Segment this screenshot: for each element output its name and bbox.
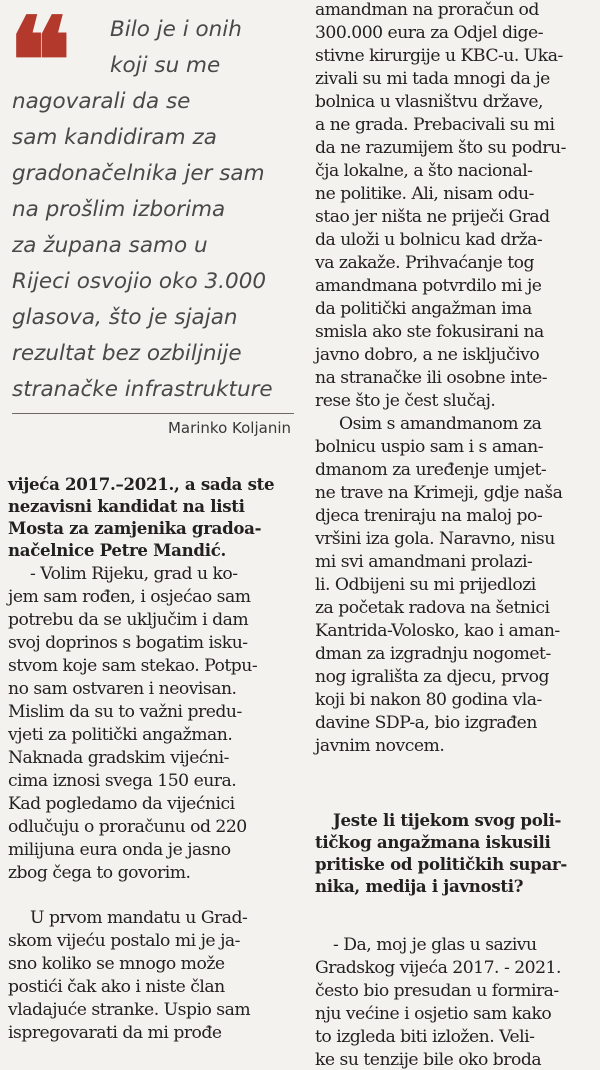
body-line: na stranačke ili osobne inte- <box>315 368 548 388</box>
question-line: načelnice Petre Mandić. <box>8 540 226 560</box>
answer-line: često bio presudan u formira- <box>315 981 559 1001</box>
body-line: zivali su mi tada mnogi da je <box>315 69 550 89</box>
answer-line: Gradskog vijeća 2017. - 2021. <box>315 958 561 978</box>
answer-line: Naknada gradskim vijećni- <box>8 748 229 768</box>
body-line: ne politike. Ali, nisam odu- <box>315 184 534 204</box>
answer-line: odlučuju o proračunu od 220 <box>8 817 247 837</box>
body-line: djeca treniraju na maloj po- <box>315 506 543 526</box>
answer-line: cima iznosi svega 150 eura. <box>8 771 237 791</box>
body-line: li. Odbijeni su mi prijedlozi <box>315 575 536 595</box>
body-line: koji bi nakon 80 godina vla- <box>315 690 542 710</box>
body-line: bolnicu uspio sam i s aman- <box>315 437 544 457</box>
body-line: Kantrida-Volosko, kao i aman- <box>315 621 560 641</box>
question-line: tičkog angažmana iskusili <box>315 832 551 852</box>
pull-quote-line: na prošlim izborima <box>12 197 226 222</box>
body-line: mi svi amandmani prolazi- <box>315 552 533 572</box>
body-line: davine SDP-a, bio izgrađen <box>315 713 537 733</box>
body-line: javno dobro, a ne isključivo <box>315 345 540 365</box>
body-line: smisla ako ste fokusirani na <box>315 322 544 342</box>
body-line: a ne grada. Prebacivali su mi <box>315 115 555 135</box>
body-line: 300.000 eura za Odjel dige- <box>315 23 544 43</box>
pull-quote-line: gradonačelnika jer sam <box>12 161 265 186</box>
body-line: dman za izgradnju nogomet- <box>315 644 551 664</box>
question-line: Jeste li tijekom svog poli- <box>333 810 562 830</box>
pull-quote-divider <box>12 413 294 414</box>
body-line: amandman na proračun od <box>315 0 539 20</box>
body-line: da uloži u bolnicu kad drža- <box>315 230 543 250</box>
body-line: Osim s amandmanom za <box>339 414 542 434</box>
answer-line: postići čak ako i niste član <box>8 977 225 997</box>
body-line: da politički angažman ima <box>315 299 532 319</box>
pull-quote-line: za župana samo u <box>12 233 208 258</box>
body-line: ne trave na Krimeji, gdje naša <box>315 483 563 503</box>
pull-quote-line: Bilo je i onih <box>110 17 242 42</box>
pull-quote-line: rezultat bez ozbiljnije <box>12 341 242 366</box>
pull-quote-author: Marinko Koljanin <box>167 419 291 437</box>
pull-quote-line: Rijeci osvojio oko 3.000 <box>12 269 267 294</box>
answer-line: potrebu da se uključim i dam <box>8 610 249 630</box>
answer-line: vjeti za politički angažman. <box>8 725 233 745</box>
answer-line: Mislim da su to važni predu- <box>8 702 242 722</box>
body-line: javnim novcem. <box>315 736 445 756</box>
pull-quote-line: glasova, što je sjajan <box>12 305 238 330</box>
left-column <box>4 0 297 1043</box>
answer-line: U prvom mandatu u Grad- <box>30 908 248 928</box>
question-line: nezavisni kandidat na listi <box>8 496 245 516</box>
answer-line: sno koliko se mnogo može <box>8 954 225 974</box>
answer-line: skom vijeću postalo mi je ja- <box>8 931 240 951</box>
answer-line: nju većine i osjetio sam kako <box>315 1004 552 1024</box>
pull-quote-line: sam kandidiram za <box>12 125 217 150</box>
answer-line: jem sam rođen, i osjećao sam <box>8 587 251 607</box>
quote-mark-icon: ❝ <box>8 0 54 130</box>
pull-quote-line: nagovarali da se <box>12 89 191 114</box>
answer-line: no sam ostvaren i neovisan. <box>8 679 237 699</box>
answer-line: ke su tenzije bile oko broda <box>315 1050 542 1070</box>
body-line: stivne kirurgije u KBC-u. Uka- <box>315 46 563 66</box>
answer-line: to izgleda biti izložen. Veli- <box>315 1027 535 1047</box>
answer-line: zbog čega to govorim. <box>8 863 191 883</box>
answer-line: - Da, moj je glas u sazivu <box>333 935 537 955</box>
pull-quote <box>4 0 297 470</box>
answer-line: vladajuće stranke. Uspio sam <box>8 1000 251 1020</box>
answer-line: svoj doprinos s bogatim isku- <box>8 633 248 653</box>
body-line: dmanom za uređenje umjet- <box>315 460 547 480</box>
body-line: rese što je čest slučaj. <box>315 391 496 411</box>
answer-line: ispregovarati da mi prođe <box>8 1023 222 1043</box>
answer-line: Kad pogledamo da vijećnici <box>8 794 235 814</box>
body-line: za početak radova na šetnici <box>315 598 550 618</box>
body-line: amandmana potvrdilo mi je <box>315 276 542 296</box>
answer-line: stvom koje sam stekao. Potpu- <box>8 656 258 676</box>
question-line: vijeća 2017.–2021., a sada ste <box>8 474 275 494</box>
answer-line: milijuna eura onda je jasno <box>8 840 231 860</box>
answer-line: - Volim Rijeku, grad u ko- <box>30 564 238 584</box>
body-line: nog igrališta za djecu, prvog <box>315 667 549 687</box>
body-line: da ne razumijem što su podru- <box>315 138 566 158</box>
question-line: Mosta za zamjenika gradoa- <box>8 518 262 538</box>
question-line: nika, medija i javnosti? <box>315 876 524 896</box>
pull-quote-line: stranačke infrastrukture <box>12 377 273 402</box>
body-line: čja lokalne, a što nacional- <box>315 161 533 181</box>
question-line: pritiske od političkih supar- <box>315 854 567 874</box>
body-line: vršini iza gola. Naravno, nisu <box>315 529 555 549</box>
body-line: va zakaže. Prihvaćanje tog <box>315 253 535 273</box>
body-line: stao jer ništa ne priječi Grad <box>315 207 550 227</box>
body-line: bolnica u vlasništvu države, <box>315 92 543 112</box>
pull-quote-line: koji su me <box>110 53 221 78</box>
